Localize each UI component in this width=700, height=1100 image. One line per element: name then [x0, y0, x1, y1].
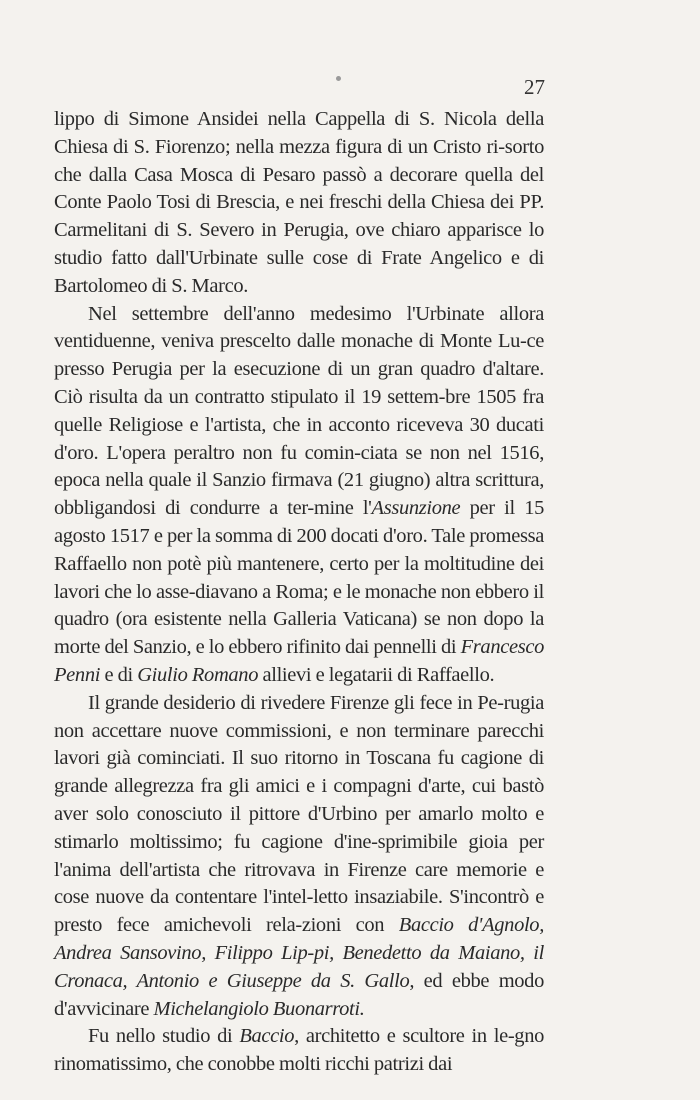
paragraph-2 — [54, 301, 544, 690]
text-segment: Fu nello studio di — [88, 1025, 240, 1048]
italic-name-baccio: Baccio — [239, 1025, 295, 1048]
italic-name-giulio-romano: Giulio Romano — [137, 663, 259, 686]
italic-name-michelangiolo: Michelangiolo Buonarroti. — [153, 997, 365, 1020]
text-segment: lippo di Simone Ansidei nella Cappella di S. Nicola della Chiesa di S. Fiorenzo; nella mezza figura di un Cristo ri-sorto che dalla Casa Mosca di Pesaro passò a decorare quella del Conte Paolo Tosi di Brescia, e nei freschi della Chiesa dei PP. Carmelitani di S. Severo in Perugia, ove chiaro apparisce lo studio fatto dall'Urbinate sulle cose di Frate Angelico e di Bartolomeo di S. Marco. — [54, 108, 544, 297]
italic-title-assunzione: Assunzione — [371, 497, 461, 520]
text-segment: per il 15 agosto 1517 e per la somma di 200 docati d'oro. Tale promessa Raffaello non potè più mantenere, certo per la moltitudine dei lavori che lo asse-diavano a Roma; e le monache non ebbero il quadro (ora esistente nella Galleria Vaticana) se non dopo la morte del Sanzio, e lo ebbero rifinito dai pennelli di — [54, 497, 544, 659]
text-segment: e di — [100, 663, 138, 686]
italic-names-artists: Baccio d'Agnolo, Andrea Sansovino, Filippo Lip-pi, Benedetto da Maiano, il Cronaca, Antonio e Giuseppe da S. Gallo, — [54, 914, 544, 992]
paragraph-3 — [54, 690, 544, 1024]
text-segment: Nel settembre dell'anno medesimo l'Urbinate allora ventiduenne, veniva prescelto dalle monache di Monte Lu-ce presso Perugia per la esecuzione di un gran quadro d'altare. Ciò risulta da un contratto stipulato il 19 settem-bre 1505 fra quelle Religiose e l'artista, che in acconto riceveva 30 ducati d'oro. L'opera peraltro non fu comin-ciata se non nel 1516, epoca nella quale il Sanzio firmava (21 giugno) altra scrittura, obbligandosi di condurre a ter-mine l' — [54, 302, 544, 520]
text-segment: ed ebbe modo d'avvicinare — [54, 969, 544, 1020]
text-segment: , architetto e scultore in le-gno rinomatissimo, che conobbe molti ricchi patrizi dai — [54, 1025, 544, 1076]
paragraph-1 — [54, 106, 544, 301]
italic-name-francesco-penni: Francesco Penni — [54, 636, 544, 686]
printer-dot-mark — [336, 76, 341, 81]
text-segment: Il grande desiderio di rivedere Firenze gli fece in Pe-rugia non accettare nuove commissioni, e non terminare parecchi lavori già cominciati. Il suo ritorno in Toscana fu cagione di grande allegrezza fra gli amici e i compagni d'arte, cui bastò aver solo conosciuto il pittore d'Urbino per amarlo molto e stimarlo moltissimo; fu cagione d'ine-sprimibile gioia per l'anima dell'artista che ritrovava in Firenze care memorie e cose nuove da contentare l'intel-letto insaziabile. S'incontrò e presto fece amichevoli rela-zioni con — [54, 691, 544, 937]
text-segment: allievi e legatarii di Raffaello. — [258, 663, 495, 686]
page-number: 27 — [524, 75, 545, 99]
paragraph-4 — [54, 1023, 544, 1079]
body-text — [54, 106, 544, 1079]
